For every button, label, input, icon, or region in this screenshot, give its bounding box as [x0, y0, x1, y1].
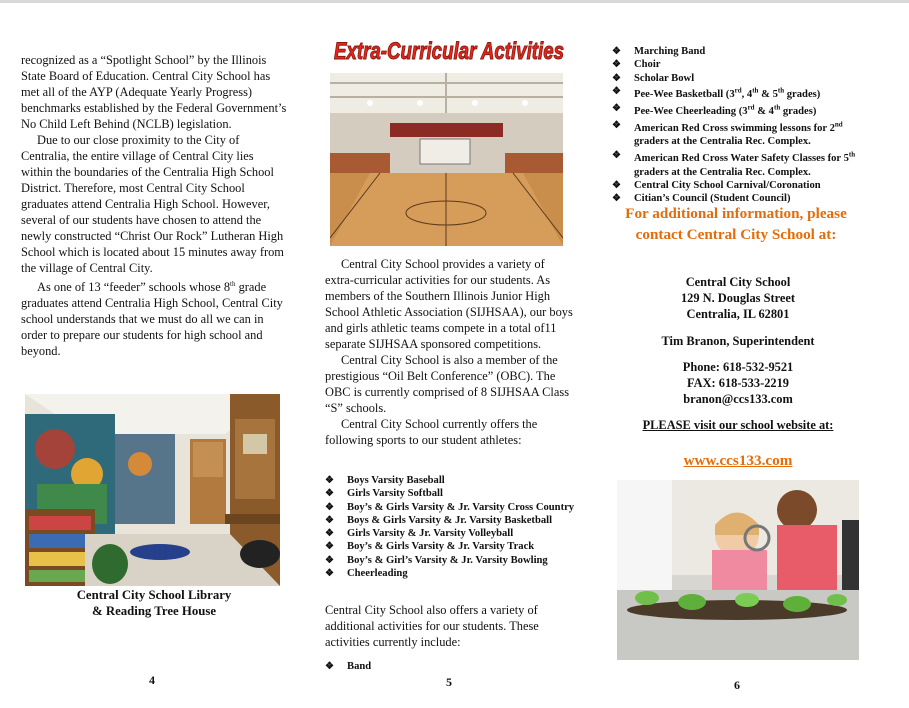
list-item: ❖ Boy’s & Girl’s Varsity & Jr. Varsity Bowling [325, 554, 548, 566]
col2-paragraph-1: Central City School provides a variety of extra-curricular activities for our students. As members of the Southern Illinois Junior High School Athletic Association (SIJHSAA), our boys and girls athletic teams compete in a total of11 separate SIJHSAA sponsored competitions. [325, 257, 573, 351]
list-item: ❖ Boys & Girls Varsity & Jr. Varsity Basketball [325, 514, 553, 526]
school-city: Centralia, IL 62801 [686, 307, 790, 321]
col1-paragraph-1: recognized as a “Spotlight School” by the Illinois State Board of Education. Central City School has met all of the AYP (Adequate Yearly Progress) benchmarks established by the Federal Government’s No Child Left Behind (NCLB) legislation. [21, 53, 287, 131]
list-item: ❖ Boy’s & Girls Varsity & Jr. Varsity Cross Country [325, 501, 575, 513]
gymnasium-photo [330, 73, 563, 246]
list-item: ❖ Boys Varsity Baseball [325, 475, 445, 486]
list-item: ❖ Cheerleading [325, 568, 408, 580]
page-number-5: 5 [446, 675, 452, 689]
diamond-bullet-icon: ❖ [612, 72, 621, 84]
list-item: ❖ Central City School Carnival/Coronation [612, 179, 821, 191]
list-item: ❖ Choir [612, 59, 661, 71]
list-item: ❖ Marching Band [612, 46, 706, 57]
list-item: ❖ Band [325, 661, 372, 672]
list-item: ❖ Pee-Wee Cheerleading (3rd & 4th grades) [612, 102, 817, 118]
col2-paragraph-2: Central City School is also a member of the prestigious “Oil Belt Conference” (OBC). The OBC is currently comprised of 8 SIJHSAA Class “S” schools. [325, 353, 570, 415]
email-address: branon@ccs133.com [683, 392, 793, 406]
diamond-bullet-icon: ❖ [325, 568, 334, 580]
diamond-bullet-icon: ❖ [325, 488, 334, 500]
list-item: ❖ Girls Varsity & Jr. Varsity Volleyball [325, 528, 514, 540]
library-caption [21, 587, 287, 619]
activities-list [612, 45, 864, 205]
activities-list-start [325, 660, 575, 673]
superintendent: Tim Branon, Superintendent [661, 334, 815, 348]
diamond-bullet-icon: ❖ [612, 102, 621, 114]
library-photo [25, 394, 280, 586]
page-number-4: 4 [149, 673, 155, 687]
diamond-bullet-icon: ❖ [325, 661, 334, 672]
list-item: ❖ Boy’s & Girls Varsity & Jr. Varsity Track [325, 541, 535, 553]
section-title-text: Extra-Curricular Activities [334, 38, 564, 65]
col1-paragraph-3: As one of 13 “feeder” schools whose 8th grade graduates attend Centralia High School, Central City school understands that we must do all we can in order to prepare our students for high school and beyond. [21, 280, 283, 359]
diamond-bullet-icon: ❖ [325, 554, 334, 566]
col2-paragraph-4: Central City School also offers a variety of additional activities for our students. These activities currently include: [325, 603, 539, 649]
diamond-bullet-icon: ❖ [612, 46, 621, 57]
school-address [612, 274, 864, 322]
col1-paragraph-2: Due to our close proximity to the City of Centralia, the entire village of Central City lies within the boundaries of the Centralia High School District. Therefore, most Central City School graduates attend Centralia High School. However, several of our students have chosen to attend the newly constructed “Christ Our Rock” Lutheran High School which is located about 15 minutes away from the village of Central City. [21, 133, 284, 275]
diamond-bullet-icon: ❖ [612, 59, 621, 71]
list-item: ❖ American Red Cross Water Safety Classes for 5th graders at the Centralia Rec. Complex. [612, 149, 856, 178]
school-name: Central City School [685, 275, 791, 289]
library-caption-line-2: & Reading Tree House [91, 604, 217, 618]
list-item: ❖ Girls Varsity Softball [325, 488, 443, 500]
website-link[interactable]: www.ccs133.com [683, 452, 793, 469]
diamond-bullet-icon: ❖ [325, 514, 334, 526]
diamond-bullet-icon: ❖ [612, 149, 621, 161]
phone-number: Phone: 618-532-9521 [682, 360, 794, 374]
diamond-bullet-icon: ❖ [325, 528, 334, 540]
diamond-bullet-icon: ❖ [612, 193, 621, 205]
school-street: 129 N. Douglas Street [680, 291, 796, 305]
list-item: ❖ Scholar Bowl [612, 72, 695, 84]
top-border [0, 0, 909, 3]
website-prompt: PLEASE visit our school website at: [642, 418, 834, 432]
diamond-bullet-icon: ❖ [325, 475, 334, 486]
contact-details [612, 359, 864, 407]
diamond-bullet-icon: ❖ [612, 85, 621, 97]
list-item: ❖ American Red Cross swimming lessons for 2nd graders at the Centralia Rec. Complex. [612, 119, 843, 148]
list-item: ❖ Citian’s Council (Student Council) [612, 193, 791, 205]
library-caption-line-1: Central City School Library [76, 588, 232, 602]
section-title-extra-curricular [330, 32, 570, 68]
diamond-bullet-icon: ❖ [325, 541, 334, 553]
diamond-bullet-icon: ❖ [325, 501, 334, 513]
sports-list [325, 474, 575, 580]
diamond-bullet-icon: ❖ [612, 179, 621, 191]
students-science-photo [617, 480, 859, 660]
fax-number: FAX: 618-533-2219 [687, 376, 789, 390]
list-item: ❖ Pee-Wee Basketball (3rd, 4th & 5th grades) [612, 85, 821, 101]
col2-paragraph-3: Central City School currently offers the following sports to our student athletes: [325, 417, 538, 447]
diamond-bullet-icon: ❖ [612, 119, 621, 131]
page-number-6: 6 [734, 678, 740, 692]
contact-heading: For additional information, please contact Central City School at: [625, 205, 847, 243]
